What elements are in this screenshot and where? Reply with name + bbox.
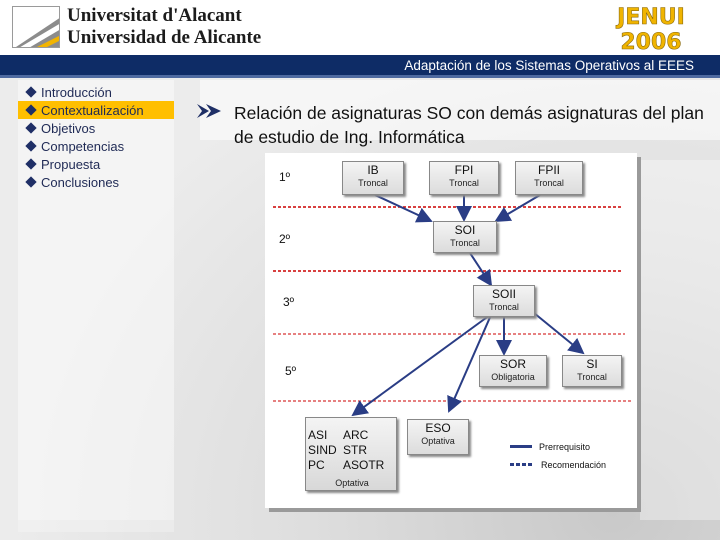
year-label: 3º [283, 295, 295, 309]
year-label: 5º [285, 364, 297, 378]
node-eso [407, 419, 469, 455]
node-soi [433, 221, 497, 253]
university-name-line1: Universitat d'Alacant [67, 5, 242, 26]
node-soii [473, 285, 535, 317]
optativa-course: ASI [308, 428, 328, 442]
node-type: Obligatoria [491, 372, 535, 382]
optativa-row [308, 428, 384, 443]
diamond-bullet-icon [26, 177, 36, 187]
dependency-diagram [265, 153, 637, 508]
prerequisite-arrow [534, 313, 583, 353]
node-sor [479, 355, 547, 387]
sidebar-item-label: Conclusiones [41, 174, 120, 190]
node-name: FPI [454, 163, 474, 177]
node-fpi [429, 161, 499, 195]
node-type: Optativa [421, 436, 455, 446]
sidebar-item-label: Objetivos [41, 120, 96, 136]
node-type: Troncal [534, 178, 564, 188]
optativa-row [308, 443, 384, 458]
sidebar-item-introduccion[interactable] [18, 83, 174, 101]
node-name: ESO [425, 421, 451, 435]
sidebar-item-propuesta[interactable] [18, 155, 174, 173]
node-name: IB [367, 163, 379, 177]
legend-dashed-line [510, 463, 532, 466]
title-bar [0, 55, 720, 78]
diamond-bullet-icon [26, 123, 36, 133]
optativa-course: STR [343, 443, 367, 457]
jenui-logo-top: JENUI [617, 5, 685, 30]
sidebar-item-label: Introducción [41, 84, 112, 100]
legend-prerequisite-label: Prerrequisito [539, 442, 591, 452]
optativa-course: ARC [343, 428, 369, 442]
node-type: Troncal [449, 178, 479, 188]
sidebar-footer [18, 520, 174, 532]
node-name: SOI [454, 223, 476, 237]
node-fpii [515, 161, 583, 195]
sidebar-nav [18, 83, 174, 191]
university-logo [12, 6, 60, 48]
optativa-group [305, 417, 397, 491]
diamond-bullet-icon [26, 141, 36, 151]
node-type: Troncal [577, 372, 607, 382]
optativa-type: Optativa [335, 478, 369, 488]
year-label: 2º [279, 232, 291, 246]
optativa-course: PC [308, 458, 325, 472]
sidebar-item-objetivos[interactable] [18, 119, 174, 137]
legend-recommendation-label: Recomendación [541, 460, 607, 470]
node-type: Troncal [450, 238, 480, 248]
node-name: SOR [499, 357, 526, 371]
presentation-title: Adaptación de los Sistemas Operativos al EEES [404, 58, 694, 73]
node-name: SI [586, 357, 598, 371]
header [0, 0, 720, 55]
optativa-list [308, 428, 384, 473]
sidebar-item-competencias[interactable] [18, 137, 174, 155]
diamond-bullet-icon [26, 159, 36, 169]
arrow-bullet-icon [197, 103, 223, 124]
sidebar-item-label: Contextualización [41, 102, 144, 118]
legend-solid-line [510, 445, 532, 448]
node-name: SOII [491, 287, 516, 301]
jenui-logo-bottom: 2006 [620, 30, 682, 54]
prerequisite-arrow [496, 195, 540, 221]
diamond-bullet-icon [26, 87, 36, 97]
node-name: FPII [537, 163, 560, 177]
university-name-line2: Universidad de Alicante [67, 27, 262, 48]
jenui-logo [594, 2, 708, 54]
optativa-row [308, 458, 384, 473]
optativa-course: SIND [308, 443, 337, 457]
optativa-course: ASOTR [343, 458, 385, 472]
node-type: Troncal [358, 178, 388, 188]
prerequisite-arrow [470, 253, 491, 285]
year-label: 1º [279, 170, 291, 184]
sidebar-item-conclusiones[interactable] [18, 173, 174, 191]
slide-heading: Relación de asignaturas SO con demás asignaturas del plan de estudio de Ing. Informática [234, 103, 704, 147]
prerequisite-arrow [375, 195, 431, 221]
university-name [67, 5, 267, 49]
node-type: Troncal [489, 302, 519, 312]
node-ib [342, 161, 404, 195]
node-si [562, 355, 622, 387]
diamond-bullet-icon [26, 105, 36, 115]
sidebar-item-label: Propuesta [41, 156, 101, 172]
sidebar-item-label: Competencias [41, 138, 125, 154]
sidebar-item-contextualizacion[interactable] [18, 101, 174, 119]
background-stripe [640, 160, 720, 520]
